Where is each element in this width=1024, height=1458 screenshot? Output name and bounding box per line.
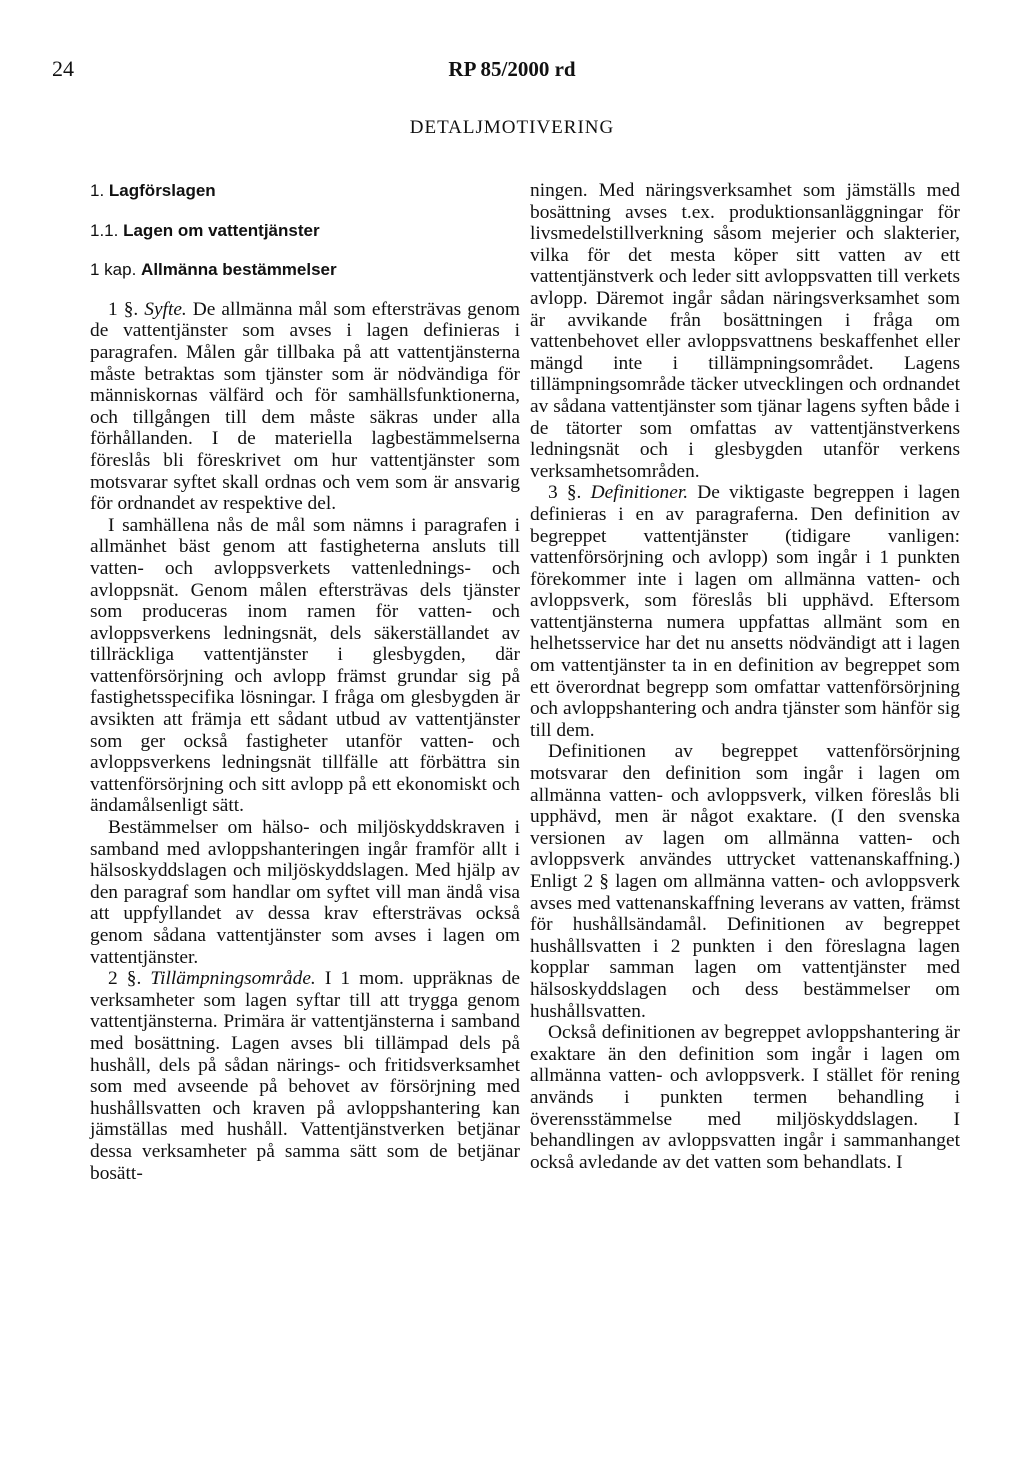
right-column [530, 180, 960, 1173]
section-heading-italic: Tillämpningsområde. [150, 968, 316, 990]
heading-allmanna-bestammelser [90, 259, 520, 281]
heading-text: Lagen om vattentjänster [123, 220, 320, 240]
document-reference: RP 85/2000 rd [448, 57, 576, 81]
heading-number: 1 kap. [90, 260, 137, 280]
paragraph-tillampningsomrade [90, 968, 520, 1184]
section-heading-italic: Definitioner. [590, 482, 689, 504]
paragraph: ningen. Med näringsverksamhet som jämställs med bosättning avses t.ex. produktionsanläggningar för livsmedelstillverkning såsom mejerier och slakterier, vilka för det mesta köper sitt vatten av ett vattentjänstverk och leder sitt avloppsvatten till verkets avlopp. Däremot ingår sådan näringsverksamhet som är avvikande från bosättningen i fråga om vattenbehovet eller avloppsvattnens beskaffenhet eller mängd inte i tillämpningsområdet. Lagens tillämpningsområde täcker utvecklingen och ordnandet av sådana vattentjänster som tjänar lagens syften både i de tätorter som omfattas av vattentjänstverkens ledningsnät och i glesbygden utanför verkens verksamhetsområden. [530, 180, 960, 482]
paragraph-definitioner [530, 482, 960, 741]
section-title: DETALJMOTIVERING [409, 117, 615, 138]
paragraph-text: De allmänna mål som eftersträvas genom de vattentjänster som avses i lagen definieras i paragrafen. Målen går tillbaka på att vattentjänsterna måste betraktas som tjänster som är nödvändiga för människornas välfärd och för samhällsfunktionerna, och tillgången till dem måste säkras under alla förhållanden. I de materiella lagbestämmelserna föreslås bli föreskrivet om hur vattentjänster som motsvarar syftet skall ordnas och vem som är ansvarig för ordnandet av respektive del. [90, 298, 520, 515]
left-column [90, 180, 520, 1184]
paragraph: I samhällena nås de mål som nämns i paragrafen i allmänhet bäst genom att fastigheterna ansluts till vatten- och avloppsverkets vattenlednings- och avloppsnät. Genom målen eftersträvas dels tjänster som produceras inom ramen för vatten- och avloppsverkens ledningsnät, dels säkerställandet av tillräckliga vattentjänster i glesbygden, där vattenförsörjning och avlopp främst grundar sig på fastighetsspecifika lösningar. I fråga om glesbygden är avsikten att främja ett sådant utbud av vattentjänster som ger också fastigheter utanför vatten- och avloppsverkens ledningsnät tillfälle att förbättra sin vattenförsörjning och sitt avlopp på ett ekonomiskt och ändamålsenligt sätt. [90, 514, 520, 817]
section-symbol: 3 §. [548, 482, 582, 504]
heading-lagen-om-vattentjanster [90, 220, 520, 242]
section-symbol: 1 §. [108, 298, 139, 320]
heading-text: Lagförslagen [108, 181, 216, 200]
section-heading-italic: Syfte. [144, 298, 187, 320]
page-number: 24 [52, 56, 74, 81]
paragraph-text: I 1 mom. uppräknas de verksamheter som lagen syftar till att trygga genom vattentjänsterna. Primära är vattentjänsterna i samband med bosättning. Lagen avses bli tillämpad dels på hushåll, dels på sådan närings- och fritidsverksamhet som med avseende på behovet av försörjning med hushållsvatten och kraven på avloppshantering kan jämställas med hushåll. Vattentjänstverken betjänar dessa verksamheter på samma sätt som de betjänar bosätt- [90, 968, 520, 1184]
heading-text: Allmänna bestämmelser [141, 260, 337, 280]
heading-number: 1. [90, 181, 105, 200]
paragraph-text: De viktigaste begreppen i lagen definieras i en av paragraferna. Den definition av begreppet vattentjänster (tidigare vanligen: vattenförsörjning och avlopp) som ingår i 1 punkten förekommer inte i lagen om allmänna vatten- och avloppsverk, som föreslås bli upphävd. Eftersom vattentjänsterna numera uppfattas allmänt som en helhetsservice har det nu ansetts nödvändigt att i lagen om vattentjänster ta in en definition av begreppet som ett överordnat begrepp som omfattar vattenförsörjning och avloppshantering och andra tjänster som hänför sig till dem. [530, 482, 961, 741]
heading-lagforslagen [90, 180, 520, 202]
paragraph: Definitionen av begreppet vattenförsörjning motsvarar den definition som ingår i lagen om allmänna vatten- och avloppsverk, vilken föreslås bli upphävd, men är något exaktare. (I den svenska versionen av lagen om allmänna vatten- och avloppsverk användes uttrycket vattenanskaffning.) Enligt 2 § lagen om allmänna vatten- och avloppsverk avses med vattenanskaffning leverans av vatten, främst för hushållsändamål. Definitionen av begreppet hushållsvatten i 2 punkten i den föreslagna lagen kopplar samman lagen om vattentjänster med hälsoskyddslagen och dess bestämmelser om hushållsvatten. [530, 741, 960, 1022]
heading-number: 1.1. [90, 220, 119, 240]
paragraph-syfte [90, 299, 520, 515]
paragraph: Bestämmelser om hälso- och miljöskyddskraven i samband med avloppshanteringen ingår framför allt i hälsoskyddslagen och miljöskyddslagen. Med hjälp av den paragraf som handlar om syftet vill man ändå visa att uppfyllandet av dessa krav eftersträvas också genom sådana vattentjänster som avses i lagen om vattentjänster. [90, 817, 520, 968]
section-symbol: 2 §. [108, 968, 142, 990]
paragraph: Också definitionen av begreppet avloppshantering är exaktare än den definition som ingår i lagen om allmänna vatten- och avloppsverk. I stället för rening används i punkten termen behandling i överensstämmelse med miljöskyddslagen. I behandlingen av avloppsvatten ingår i sammanhanget också avledande av det vatten som behandlats. I [530, 1022, 960, 1173]
